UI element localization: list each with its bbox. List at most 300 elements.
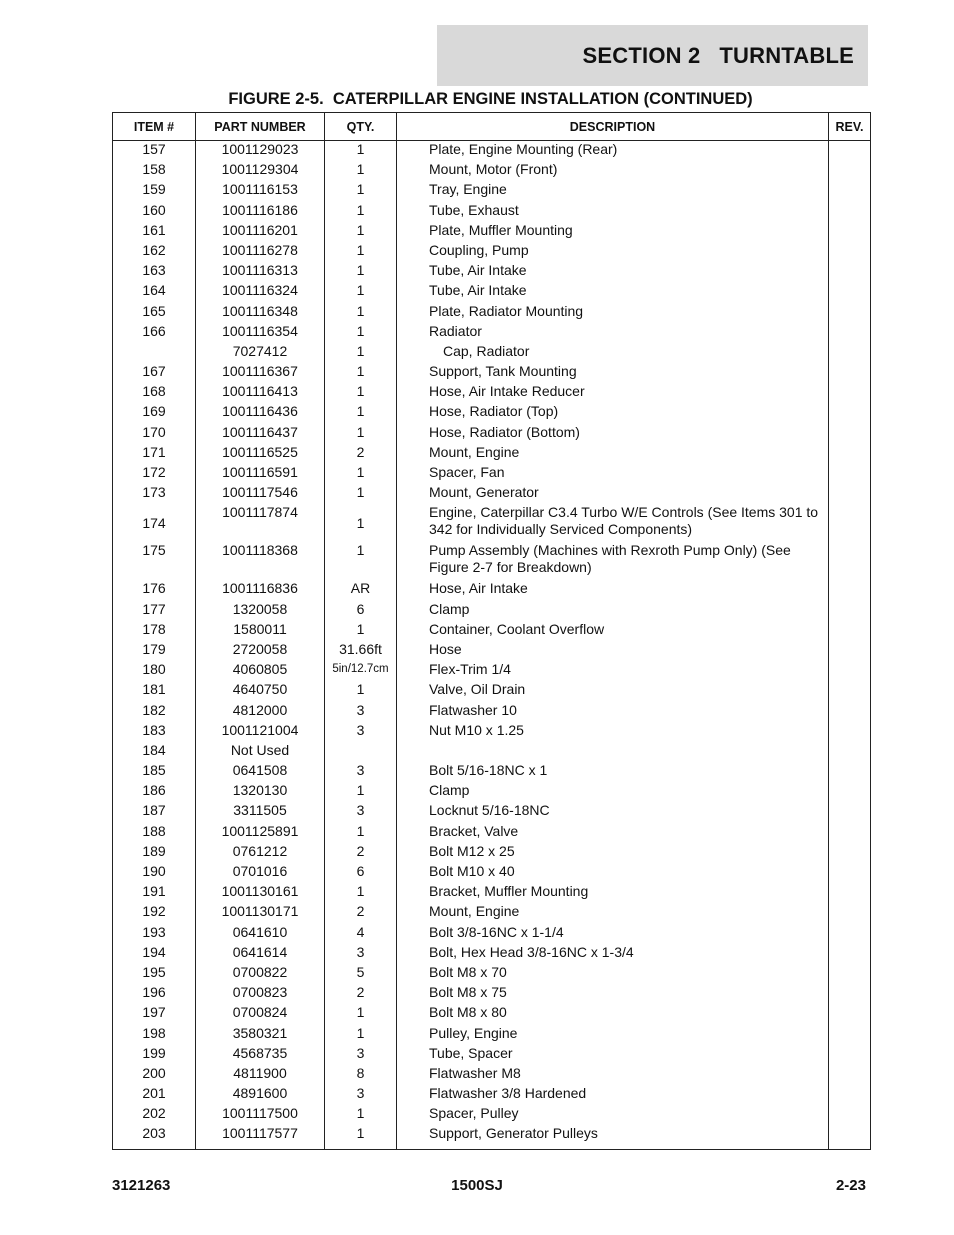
revision-cell [829,661,871,681]
part-number-cell: 0700823 [196,984,325,1004]
table-row [113,161,871,181]
item-number-cell: 196 [113,984,196,1004]
item-number-cell: 164 [113,282,196,302]
item-number-cell: 185 [113,762,196,782]
parts-table [112,112,871,1150]
item-number-cell: 186 [113,782,196,802]
revision-cell [829,141,871,162]
revision-cell [829,282,871,302]
description-cell: Bolt, Hex Head 3/8-16NC x 1-3/4 [397,944,829,964]
item-number-cell: 203 [113,1125,196,1150]
revision-cell [829,262,871,282]
column-header-item: ITEM # [113,113,196,141]
table-row [113,1004,871,1024]
revision-cell [829,323,871,343]
revision-cell [829,542,871,580]
part-number-cell: 1001116348 [196,303,325,323]
description-cell: Clamp [397,601,829,621]
description-cell: Flex-Trim 1/4 [397,661,829,681]
part-number-cell: 4812000 [196,702,325,722]
quantity-cell: 1 [325,363,397,383]
description-cell: Hose, Air Intake [397,580,829,600]
table-row [113,681,871,701]
item-number-cell: 192 [113,903,196,923]
description-cell: Flatwasher 3/8 Hardened [397,1085,829,1105]
column-header-qty: QTY. [325,113,397,141]
revision-cell [829,242,871,262]
item-number-cell: 162 [113,242,196,262]
revision-cell [829,444,871,464]
table-row [113,742,871,762]
revision-cell [829,202,871,222]
item-number-cell: 195 [113,964,196,984]
part-number-cell: 0641508 [196,762,325,782]
part-number-cell: 1001116413 [196,383,325,403]
part-number-cell: 1001116591 [196,464,325,484]
quantity-cell: 6 [325,601,397,621]
quantity-cell: 1 [325,181,397,201]
part-number-cell: 1001130171 [196,903,325,923]
part-number-cell: 1001116324 [196,282,325,302]
quantity-cell: 3 [325,702,397,722]
item-number-cell: 172 [113,464,196,484]
description-cell: Bolt M10 x 40 [397,863,829,883]
revision-cell [829,383,871,403]
part-number-cell: 1001121004 [196,722,325,742]
quantity-cell: 1 [325,484,397,504]
part-number-cell: 4640750 [196,681,325,701]
quantity-cell: 1 [325,883,397,903]
part-number-cell: 1001116186 [196,202,325,222]
column-header-rev: REV. [829,113,871,141]
item-number-cell: 190 [113,863,196,883]
revision-cell [829,722,871,742]
item-number-cell: 173 [113,484,196,504]
part-number-cell: 2720058 [196,641,325,661]
item-number-cell: 169 [113,403,196,423]
description-cell: Mount, Engine [397,903,829,923]
revision-cell [829,681,871,701]
part-number-cell: 7027412 [196,343,325,363]
footer-page-number: 2-23 [835,1177,866,1194]
item-number-cell: 194 [113,944,196,964]
part-number-cell: 1320130 [196,782,325,802]
description-cell: Engine, Caterpillar C3.4 Turbo W/E Controls (See Items 301 to 342 for Individually Serviced Components) [397,504,829,542]
revision-cell [829,1105,871,1125]
item-number-cell: 165 [113,303,196,323]
revision-cell [829,484,871,504]
item-number-cell: 159 [113,181,196,201]
item-number-cell: 167 [113,363,196,383]
description-cell: Plate, Muffler Mounting [397,222,829,242]
part-number-cell: 1001116836 [196,580,325,600]
quantity-cell: 1 [325,222,397,242]
table-row [113,984,871,1004]
revision-cell [829,621,871,641]
part-number-cell: 1001129023 [196,141,325,162]
quantity-cell: 3 [325,802,397,822]
table-row [113,1085,871,1105]
item-number-cell: 175 [113,542,196,580]
item-number-cell: 176 [113,580,196,600]
table-row [113,1065,871,1085]
table-row [113,262,871,282]
part-number-cell: 1001116367 [196,363,325,383]
revision-cell [829,702,871,722]
quantity-cell: 1 [325,343,397,363]
part-number-cell: 1001116201 [196,222,325,242]
table-row [113,282,871,302]
item-number-cell: 166 [113,323,196,343]
item-number-cell: 198 [113,1025,196,1045]
table-row [113,702,871,722]
description-cell: Tube, Air Intake [397,282,829,302]
table-row [113,601,871,621]
table-row [113,944,871,964]
description-cell: Hose, Radiator (Bottom) [397,424,829,444]
item-number-cell: 199 [113,1045,196,1065]
quantity-cell: 2 [325,843,397,863]
part-number-cell: 1001117577 [196,1125,325,1150]
item-number-cell: 158 [113,161,196,181]
revision-cell [829,1004,871,1024]
description-cell: Tube, Exhaust [397,202,829,222]
quantity-cell: 1 [325,141,397,162]
quantity-cell: 1 [325,282,397,302]
table-row [113,1125,871,1150]
description-cell: Tube, Air Intake [397,262,829,282]
revision-cell [829,303,871,323]
table-row [113,823,871,843]
revision-cell [829,883,871,903]
description-cell: Spacer, Fan [397,464,829,484]
part-number-cell: 3311505 [196,802,325,822]
table-row [113,580,871,600]
description-cell: Coupling, Pump [397,242,829,262]
part-number-cell: 3580321 [196,1025,325,1045]
quantity-cell: 1 [325,1004,397,1024]
revision-cell [829,903,871,923]
part-number-cell: 0641614 [196,944,325,964]
item-number-cell: 183 [113,722,196,742]
quantity-cell: 1 [325,424,397,444]
item-number-cell: 163 [113,262,196,282]
quantity-cell: 2 [325,984,397,1004]
revision-cell [829,1025,871,1045]
table-row [113,661,871,681]
item-number-cell: 200 [113,1065,196,1085]
part-number-cell: 0641610 [196,924,325,944]
description-cell: Mount, Engine [397,444,829,464]
description-cell: Flatwasher 10 [397,702,829,722]
description-cell: Mount, Motor (Front) [397,161,829,181]
revision-cell [829,580,871,600]
revision-cell [829,601,871,621]
quantity-cell: 1 [325,823,397,843]
description-cell: Mount, Generator [397,484,829,504]
table-row [113,504,871,542]
part-number-cell: 1001130161 [196,883,325,903]
part-number-cell: 1001117874 [196,504,325,542]
description-cell: Clamp [397,782,829,802]
quantity-cell: 5 [325,964,397,984]
table-row [113,903,871,923]
revision-cell [829,742,871,762]
description-cell: Support, Generator Pulleys [397,1125,829,1150]
part-number-cell: 1001118368 [196,542,325,580]
description-cell: Radiator [397,323,829,343]
quantity-cell: 1 [325,303,397,323]
table-row [113,641,871,661]
description-cell: Tube, Spacer [397,1045,829,1065]
description-cell: Support, Tank Mounting [397,363,829,383]
part-number-cell: 4891600 [196,1085,325,1105]
table-row [113,202,871,222]
part-number-cell: 1001116153 [196,181,325,201]
footer-document-number: 3121263 [112,1177,171,1194]
quantity-cell: 3 [325,944,397,964]
part-number-cell: 1580011 [196,621,325,641]
description-cell: Bolt 5/16-18NC x 1 [397,762,829,782]
revision-cell [829,1085,871,1105]
footer-model: 1500SJ [451,1177,503,1194]
description-cell: Plate, Radiator Mounting [397,303,829,323]
revision-cell [829,403,871,423]
table-row [113,464,871,484]
table-row [113,323,871,343]
quantity-cell: 1 [325,161,397,181]
item-number-cell: 161 [113,222,196,242]
item-number-cell: 171 [113,444,196,464]
item-number-cell: 179 [113,641,196,661]
revision-cell [829,944,871,964]
part-number-cell: 0700822 [196,964,325,984]
quantity-cell: 1 [325,242,397,262]
part-number-cell: 1001116354 [196,323,325,343]
revision-cell [829,984,871,1004]
quantity-cell: 1 [325,323,397,343]
part-number-cell: 1001116278 [196,242,325,262]
revision-cell [829,222,871,242]
quantity-cell: 1 [325,504,397,542]
figure-title: FIGURE 2-5. CATERPILLAR ENGINE INSTALLATION (CONTINUED) [228,90,753,108]
part-number-cell: 1001116313 [196,262,325,282]
part-number-cell: 0761212 [196,843,325,863]
revision-cell [829,181,871,201]
part-number-cell: 4568735 [196,1045,325,1065]
revision-cell [829,424,871,444]
quantity-cell: 1 [325,383,397,403]
description-cell: Bolt M8 x 80 [397,1004,829,1024]
table-row [113,621,871,641]
part-number-cell: 4811900 [196,1065,325,1085]
section-banner [437,25,868,86]
table-row [113,363,871,383]
revision-cell [829,863,871,883]
description-cell: Pump Assembly (Machines with Rexroth Pump Only) (See Figure 2-7 for Breakdown) [397,542,829,580]
revision-cell [829,924,871,944]
item-number-cell: 193 [113,924,196,944]
table-row [113,383,871,403]
description-cell: Bolt M8 x 70 [397,964,829,984]
quantity-cell: 1 [325,464,397,484]
quantity-cell: 1 [325,262,397,282]
quantity-cell: 1 [325,1105,397,1125]
table-row [113,843,871,863]
description-cell: Pulley, Engine [397,1025,829,1045]
part-number-cell: 0701016 [196,863,325,883]
column-header-description: DESCRIPTION [397,113,829,141]
revision-cell [829,762,871,782]
quantity-cell: 4 [325,924,397,944]
item-number-cell [113,343,196,363]
table-row [113,542,871,580]
part-number-cell: 1001116525 [196,444,325,464]
quantity-cell [325,742,397,762]
revision-cell [829,1065,871,1085]
part-number-cell: 1001117500 [196,1105,325,1125]
table-row [113,424,871,444]
item-number-cell: 182 [113,702,196,722]
item-number-cell: 189 [113,843,196,863]
revision-cell [829,1045,871,1065]
table-row [113,242,871,262]
quantity-cell: 1 [325,782,397,802]
part-number-cell: 1320058 [196,601,325,621]
table-row [113,181,871,201]
table-row [113,802,871,822]
item-number-cell: 201 [113,1085,196,1105]
table-row [113,924,871,944]
table-row [113,303,871,323]
quantity-cell: 3 [325,762,397,782]
description-cell: Bolt M8 x 75 [397,984,829,1004]
quantity-cell: 6 [325,863,397,883]
quantity-cell: 1 [325,1025,397,1045]
description-cell: Bolt M12 x 25 [397,843,829,863]
revision-cell [829,1125,871,1150]
quantity-cell: 3 [325,1085,397,1105]
description-cell: Hose [397,641,829,661]
description-cell: Plate, Engine Mounting (Rear) [397,141,829,162]
item-number-cell: 160 [113,202,196,222]
quantity-cell: 2 [325,444,397,464]
part-number-cell: 1001116436 [196,403,325,423]
description-cell: Bracket, Muffler Mounting [397,883,829,903]
revision-cell [829,641,871,661]
table-row [113,444,871,464]
revision-cell [829,823,871,843]
revision-cell [829,161,871,181]
description-cell: Bracket, Valve [397,823,829,843]
item-number-cell: 181 [113,681,196,701]
revision-cell [829,802,871,822]
quantity-cell: 1 [325,403,397,423]
part-number-cell: 0700824 [196,1004,325,1024]
table-row [113,1105,871,1125]
quantity-cell: AR [325,580,397,600]
quantity-cell: 3 [325,1045,397,1065]
part-number-cell: Not Used [196,742,325,762]
item-number-cell: 178 [113,621,196,641]
section-title: SECTION 2 TURNTABLE [582,42,854,68]
revision-cell [829,782,871,802]
table-header-row [113,113,871,141]
item-number-cell: 187 [113,802,196,822]
part-number-cell: 1001129304 [196,161,325,181]
quantity-cell: 3 [325,722,397,742]
revision-cell [829,964,871,984]
item-number-cell: 168 [113,383,196,403]
item-number-cell: 180 [113,661,196,681]
part-number-cell: 4060805 [196,661,325,681]
quantity-cell: 1 [325,1125,397,1150]
description-cell: Tray, Engine [397,181,829,201]
revision-cell [829,343,871,363]
quantity-cell: 8 [325,1065,397,1085]
column-header-part-number: PART NUMBER [196,113,325,141]
table-row [113,883,871,903]
revision-cell [829,843,871,863]
table-row [113,722,871,742]
description-cell: Locknut 5/16-18NC [397,802,829,822]
item-number-cell: 184 [113,742,196,762]
description-cell: Spacer, Pulley [397,1105,829,1125]
quantity-cell: 1 [325,681,397,701]
table-row [113,762,871,782]
description-cell: Cap, Radiator [397,343,829,363]
description-cell: Hose, Radiator (Top) [397,403,829,423]
item-number-cell: 157 [113,141,196,162]
description-cell: Nut M10 x 1.25 [397,722,829,742]
parts-table-body [113,141,871,1150]
quantity-cell: 5in/12.7cm [325,661,397,681]
item-number-cell: 177 [113,601,196,621]
table-row [113,782,871,802]
item-number-cell: 170 [113,424,196,444]
item-number-cell: 202 [113,1105,196,1125]
table-row [113,141,871,162]
part-number-cell: 1001116437 [196,424,325,444]
part-number-cell: 1001125891 [196,823,325,843]
table-row [113,1025,871,1045]
part-number-cell: 1001117546 [196,484,325,504]
table-row [113,484,871,504]
description-cell: Flatwasher M8 [397,1065,829,1085]
quantity-cell: 31.66ft [325,641,397,661]
table-row [113,343,871,363]
description-cell [397,742,829,762]
revision-cell [829,464,871,484]
quantity-cell: 1 [325,202,397,222]
quantity-cell: 1 [325,621,397,641]
table-row [113,1045,871,1065]
table-row [113,222,871,242]
quantity-cell: 1 [325,542,397,580]
revision-cell [829,363,871,383]
description-cell: Hose, Air Intake Reducer [397,383,829,403]
table-row [113,964,871,984]
description-cell: Valve, Oil Drain [397,681,829,701]
item-number-cell: 188 [113,823,196,843]
table-row [113,863,871,883]
description-cell: Bolt 3/8-16NC x 1-1/4 [397,924,829,944]
quantity-cell: 2 [325,903,397,923]
table-row [113,403,871,423]
item-number-cell: 191 [113,883,196,903]
item-number-cell: 174 [113,504,196,542]
description-cell: Container, Coolant Overflow [397,621,829,641]
